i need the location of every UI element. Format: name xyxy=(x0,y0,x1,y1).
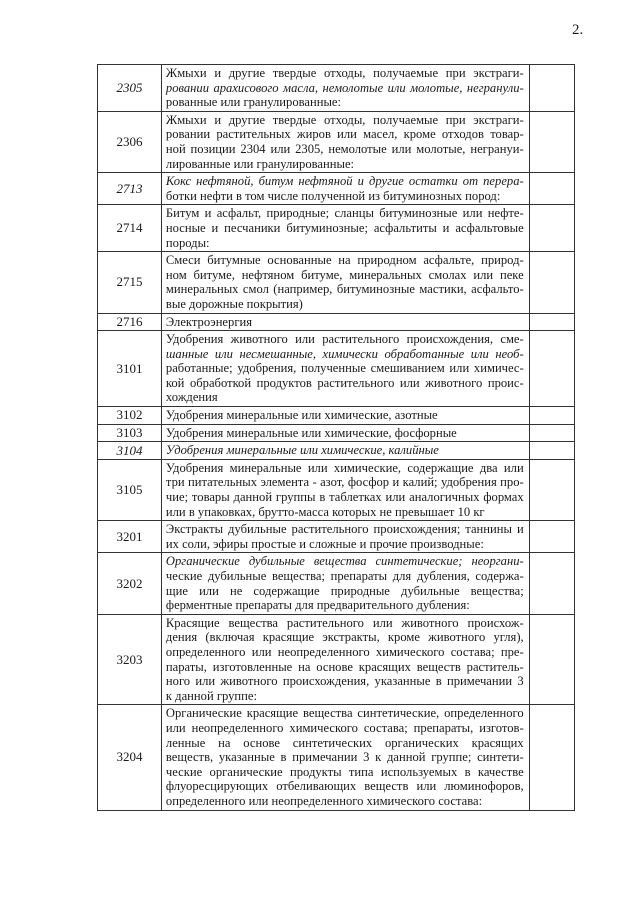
description-line: породы: xyxy=(165,235,210,250)
table-row xyxy=(98,313,575,331)
description-line: Удобрения минеральные или химические, фосфорные xyxy=(165,425,457,440)
description-cell xyxy=(161,331,529,407)
description-cell xyxy=(161,313,529,331)
description-line: определенного или неопределенного химического состава; пре- xyxy=(165,644,524,659)
description-line: Экстракты дубильные растительного происхождения; таннины и xyxy=(165,522,524,537)
description-line: Битум и асфальт, природные; сланцы битуминозные или нефте- xyxy=(165,206,524,221)
code-cell: 2713 xyxy=(98,173,162,205)
table-row xyxy=(98,173,575,205)
description-cell xyxy=(161,407,529,425)
empty-cell xyxy=(529,252,574,313)
description-line: Красящие вещества растительного или животного происхож- xyxy=(165,615,524,630)
description-cell xyxy=(161,614,529,705)
empty-cell xyxy=(529,424,574,442)
table-row xyxy=(98,705,575,810)
description-line: дения (включая красящие экстракты, кроме животного угля), xyxy=(165,630,524,645)
empty-cell xyxy=(529,459,574,520)
description-cell xyxy=(161,424,529,442)
description-cell xyxy=(161,252,529,313)
description-line: Жмыхи и другие твердые отходы, получаемые при экстраги- xyxy=(165,112,524,127)
description-line: Электроэнергия xyxy=(165,314,253,329)
description-cell xyxy=(161,521,529,553)
description-line: ном битуме, нефтяном битуме, минеральных смолах или пеке xyxy=(165,267,524,282)
description-line: или в упаковках, брутто-масса которых не превышает 10 кг xyxy=(165,504,485,519)
table-row xyxy=(98,407,575,425)
description-line: ческие органические продукты типа используемых в качестве xyxy=(165,764,524,779)
table-row xyxy=(98,442,575,460)
description-line: хождения xyxy=(165,390,218,405)
description-cell xyxy=(161,65,529,112)
description-line: Жмыхи и другие твердые отходы, получаемые при экстраги- xyxy=(165,66,524,80)
description-line: ботки нефти в том числе полученной из битуминозных пород: xyxy=(165,188,501,203)
description-line: Удобрения минеральные или химические, содержащие два или xyxy=(165,460,524,475)
table-row xyxy=(98,614,575,705)
description-line: кой обработкой продуктов растительного или животного проис- xyxy=(165,375,524,390)
table-row xyxy=(98,459,575,520)
description-line: Кокс нефтяной, битум нефтяной и другие остатки от перера- xyxy=(165,174,524,189)
description-line: рованные или гранулированные: xyxy=(165,95,342,110)
empty-cell xyxy=(529,553,574,614)
table-row xyxy=(98,111,575,172)
description-line: ровании растительных жиров или масел, кроме отходов товар- xyxy=(165,127,524,142)
description-line: ного или животного происхождения, указанные в примечании 3 xyxy=(165,674,524,689)
description-line: чие; товары данной группы в таблетках или аналогичных формах xyxy=(165,490,524,505)
description-cell xyxy=(161,111,529,172)
tariff-code-table xyxy=(97,64,575,811)
empty-cell xyxy=(529,205,574,252)
code-cell: 3102 xyxy=(98,407,162,425)
description-line: Удобрения минеральные или химические, азотные xyxy=(165,408,438,423)
description-cell xyxy=(161,705,529,810)
table-row xyxy=(98,521,575,553)
description-line: параты, изготовленные на основе красящих веществ раститель- xyxy=(165,659,524,674)
empty-cell xyxy=(529,521,574,553)
empty-cell xyxy=(529,331,574,407)
description-line: работанные; удобрения, полученные смешиванием или химичес- xyxy=(165,361,524,376)
description-line: ровании арахисового масла, немолотые или молотые, негранули- xyxy=(165,80,524,95)
table-row xyxy=(98,205,575,252)
description-line: три питательных элемента - азот, фосфор и калий; удобрения про- xyxy=(165,475,524,490)
description-cell xyxy=(161,459,529,520)
description-line: к данной группе: xyxy=(165,688,257,703)
description-line: Удобрения животного или растительного происхождения, сме- xyxy=(165,332,524,347)
description-line: Органические красящие вещества синтетические, определенного xyxy=(165,706,524,721)
code-cell: 2305 xyxy=(98,65,162,112)
empty-cell xyxy=(529,442,574,460)
code-cell: 3203 xyxy=(98,614,162,705)
table-row xyxy=(98,252,575,313)
empty-cell xyxy=(529,111,574,172)
table-row xyxy=(98,331,575,407)
description-line: лированные или гранулированные: xyxy=(165,156,355,171)
description-line: ферментные препараты для предварительного дубления: xyxy=(165,598,470,613)
empty-cell xyxy=(529,173,574,205)
code-cell: 3105 xyxy=(98,459,162,520)
code-cell: 3103 xyxy=(98,424,162,442)
page-number: 2. xyxy=(572,22,584,38)
table-row xyxy=(98,424,575,442)
description-line: шанные или несмешанные, химически обработанные или необ- xyxy=(165,346,524,361)
description-line: щие или не содержащие природные дубильные вещества; xyxy=(165,583,524,598)
description-cell xyxy=(161,205,529,252)
code-cell: 3204 xyxy=(98,705,162,810)
description-line: вые дорожные покрытия) xyxy=(165,296,303,311)
empty-cell xyxy=(529,705,574,810)
code-cell: 3201 xyxy=(98,521,162,553)
code-cell: 3104 xyxy=(98,442,162,460)
empty-cell xyxy=(529,313,574,331)
table-row xyxy=(98,553,575,614)
description-line: флуоресцирующих отбеливающих веществ или люминофоров, xyxy=(165,779,524,794)
code-cell: 2716 xyxy=(98,313,162,331)
description-cell xyxy=(161,442,529,460)
description-line: минеральных смол (например, битуминозные мастики, асфальто- xyxy=(165,282,524,297)
code-cell: 2306 xyxy=(98,111,162,172)
code-cell: 3101 xyxy=(98,331,162,407)
description-line: ной позиции 2304 или 2305, немолотые или молотые, негрануи- xyxy=(165,141,524,156)
empty-cell xyxy=(529,407,574,425)
description-cell xyxy=(161,553,529,614)
description-line: или неопределенного химического состава; препараты, изготов- xyxy=(165,720,524,735)
description-line: носные и песчаники битуминозные; асфальтиты и асфальтовые xyxy=(165,220,524,235)
empty-cell xyxy=(529,65,574,112)
code-cell: 2715 xyxy=(98,252,162,313)
description-line: веществ, указанные в примечании 3 к данной группе; синтети- xyxy=(165,750,524,765)
empty-cell xyxy=(529,614,574,705)
code-cell: 2714 xyxy=(98,205,162,252)
description-line: определенного или неопределенного химического состава: xyxy=(165,793,483,808)
code-cell: 3202 xyxy=(98,553,162,614)
description-line: Органические дубильные вещества синтетические; неоргани- xyxy=(165,554,524,569)
description-line: ческие дубильные вещества; препараты для дубления, содержа- xyxy=(165,569,524,583)
description-line: Смеси битумные основанные на природном асфальте, природ- xyxy=(165,253,524,268)
description-line: Удобрения минеральные или химические, калийные xyxy=(165,443,439,458)
description-line: ленные на основе синтетических органических красящих xyxy=(165,735,524,750)
description-line: их соли, эфиры простые и сложные и прочие производные: xyxy=(165,536,484,551)
description-cell xyxy=(161,173,529,205)
table-row xyxy=(98,65,575,112)
